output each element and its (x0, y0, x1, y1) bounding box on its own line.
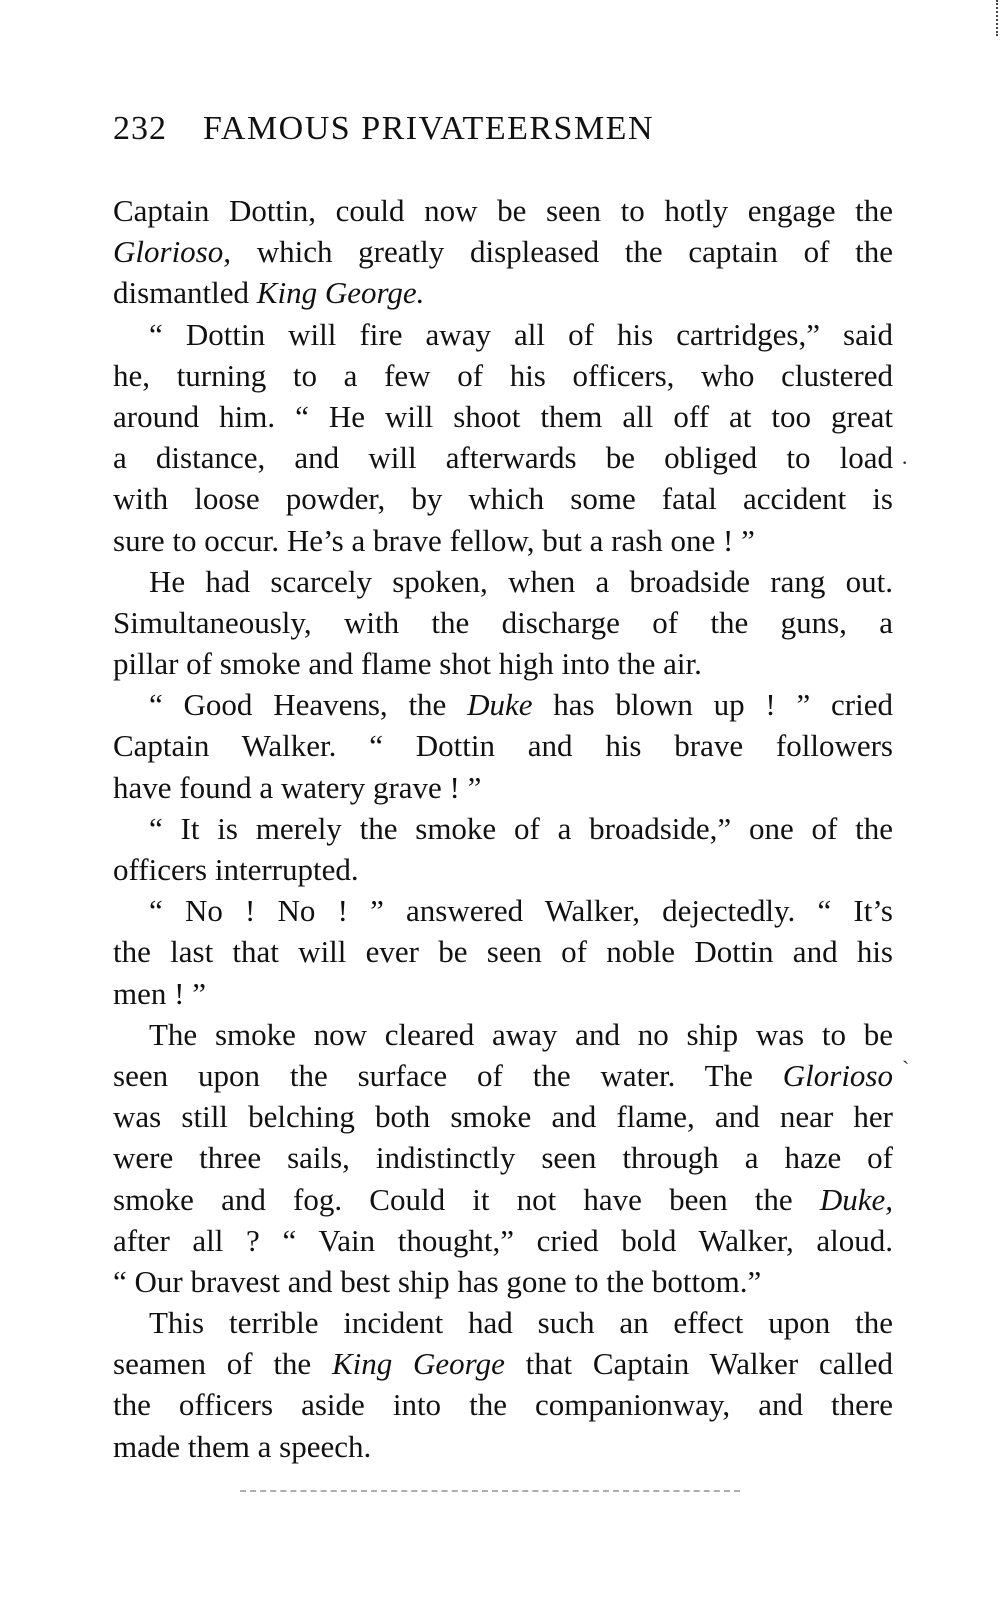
text-line (113, 437, 893, 478)
bottom-dashes (240, 1490, 740, 1496)
text-run: have found a watery grave ! ” (113, 769, 482, 805)
text-line (113, 1261, 893, 1302)
text-line (113, 643, 893, 684)
text-line (113, 1220, 893, 1261)
text-line (113, 973, 893, 1014)
text-line (113, 272, 893, 313)
italic-text: Duke (467, 687, 533, 723)
text-run: Captain Dottin, could now be seen to hotly engage the (113, 193, 893, 228)
text-line (113, 1014, 893, 1055)
text-run: has blown up ! ” cried (532, 687, 893, 723)
italic-text: King George. (256, 275, 425, 311)
text-line (113, 1055, 893, 1096)
text-run: “ Dottin will fire away all of his cartridges,” said (149, 316, 893, 352)
text-line (113, 355, 893, 396)
text-run: was still belching both smoke and flame, and near her (113, 1099, 893, 1135)
text-line (113, 890, 893, 931)
text-run: “ Good Heavens, the (149, 687, 468, 723)
text-run: smoke and fog. Could it not have been the (113, 1181, 820, 1217)
margin-mark: ` (902, 1056, 910, 1081)
text-run: Captain Walker. “ Dottin and his brave followers (113, 728, 893, 764)
text-line (113, 1096, 893, 1137)
text-run: The smoke now cleared away and no ship was to be (149, 1016, 893, 1052)
text-run: which greatly displeased the captain of the (231, 234, 893, 270)
text-line (113, 1343, 893, 1384)
text-run: with loose powder, by which some fatal accident is (113, 481, 893, 517)
text-run: pillar of smoke and flame shot high into the air. (113, 646, 702, 682)
text-run: “ Our bravest and best ship has gone to the bottom.” (113, 1263, 762, 1299)
text-run: that Captain Walker called (504, 1346, 893, 1382)
text-run: dismantled (113, 275, 257, 311)
text-run: “ No ! No ! ” answered Walker, dejectedly. “ It’s (149, 893, 893, 929)
text-line (113, 1384, 893, 1425)
text-line (113, 767, 893, 808)
page-edge-mark (994, 0, 998, 36)
text-run: were three sails, indistinctly seen through a haze of (113, 1140, 893, 1176)
text-line (113, 1137, 893, 1178)
text-run: seen upon the surface of the water. The (113, 1057, 783, 1093)
text-line (113, 1426, 893, 1467)
text-line (113, 478, 893, 519)
text-run: officers interrupted. (113, 852, 359, 887)
text-line (113, 602, 893, 643)
text-run: This terrible incident had such an effect upon the (149, 1305, 893, 1341)
text-run: He had scarcely spoken, when a broadside rang out. (149, 563, 893, 599)
running-head (113, 104, 893, 154)
text-line (113, 396, 893, 437)
text-line (113, 520, 893, 561)
italic-text: Duke, (819, 1181, 893, 1217)
text-line (113, 849, 893, 890)
text-line (113, 725, 893, 766)
text-line (113, 561, 893, 602)
text-line (113, 931, 893, 972)
text-line (113, 808, 893, 849)
text-run: the last that will ever be seen of noble Dottin and his (113, 934, 893, 970)
text-line (113, 1179, 893, 1220)
text-line (113, 314, 893, 355)
text-line (113, 1302, 893, 1343)
italic-text: King George (331, 1346, 505, 1382)
italic-text: Glorioso (782, 1057, 893, 1093)
text-line (113, 684, 893, 725)
text-run: around him. “ He will shoot them all off at too great (113, 398, 893, 434)
text-run: men ! ” (113, 975, 206, 1011)
text-run: sure to occur. He’s a brave fellow, but a rash one ! ” (113, 522, 755, 558)
text-run: seamen of the (113, 1346, 332, 1382)
text-run: made them a speech. (113, 1428, 372, 1464)
page-number: 232 (113, 110, 167, 147)
text-run: Simultaneously, with the discharge of the guns, a (113, 604, 893, 640)
book-title: FAMOUS PRIVATEERSMEN (203, 110, 654, 147)
text-run: after all ? “ Vain thought,” cried bold Walker, aloud. (113, 1222, 893, 1258)
italic-text: Glorioso, (113, 234, 231, 270)
text-run: “ It is merely the smoke of a broadside,” one of the (149, 810, 893, 846)
body-text (113, 190, 893, 1467)
text-run: a distance, and will afterwards be obliged to load (113, 440, 893, 476)
text-line (113, 231, 893, 272)
text-line (113, 190, 893, 231)
text-run: the officers aside into the companionway, and there (113, 1387, 893, 1423)
margin-mark: · (901, 450, 909, 475)
text-run: he, turning to a few of his officers, who clustered (113, 357, 893, 393)
